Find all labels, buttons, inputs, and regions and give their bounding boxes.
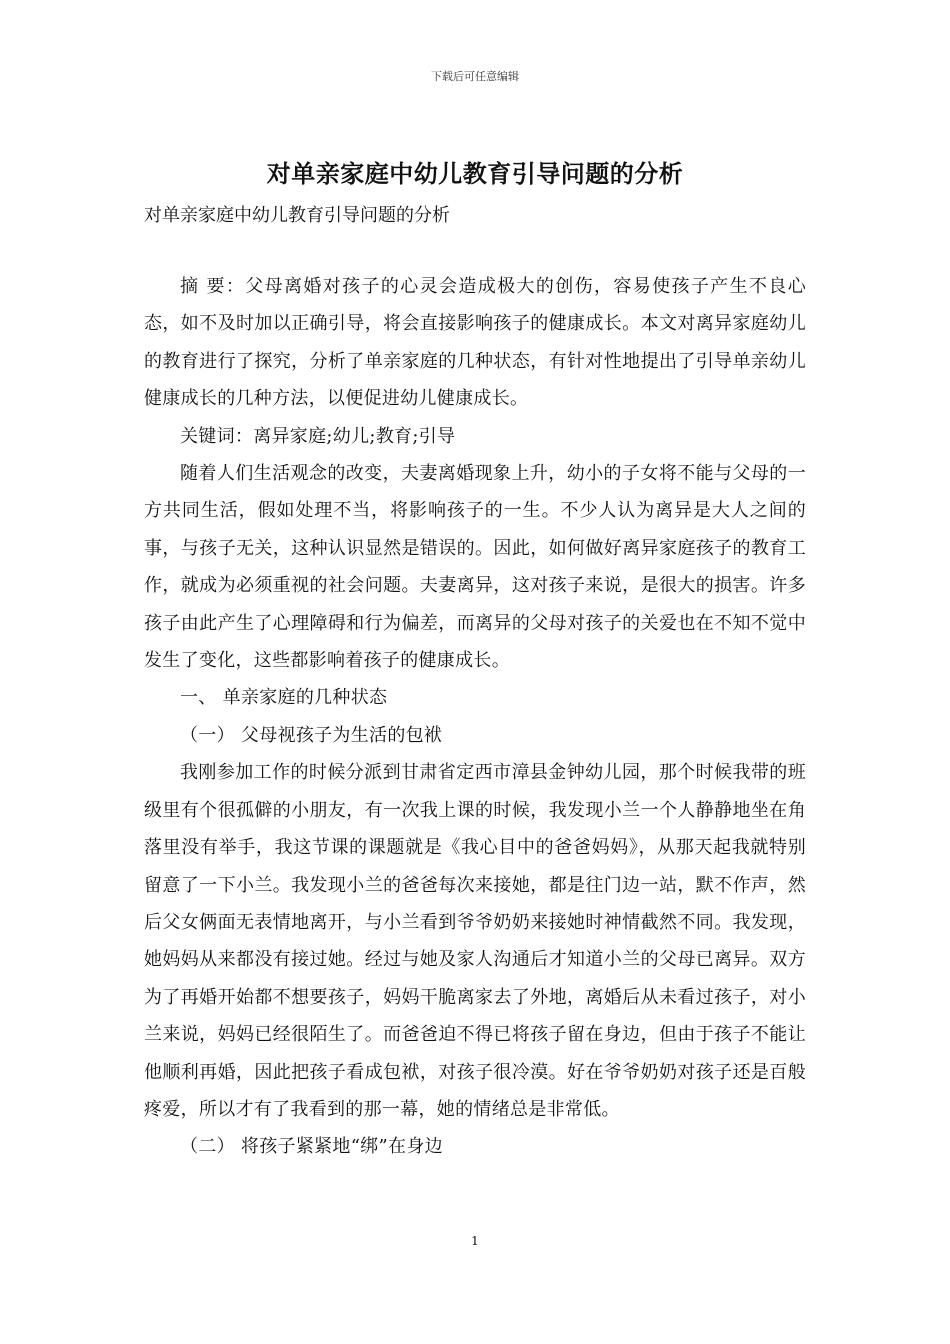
header-note: 下载后可任意编辑	[431, 70, 519, 83]
page-number: 1	[471, 1234, 479, 1248]
document-body	[144, 268, 806, 1166]
subsection-heading-2: （二） 将孩子紧紧地“绑”在身边	[180, 1136, 443, 1158]
document-subtitle: 对单亲家庭中幼儿教育引导问题的分析	[144, 205, 450, 226]
intro-paragraph: 随着人们生活观念的改变，夫妻离婚现象上升，幼小的子女将不能与父母的一方共同生活，假如处理不当，将影响孩子的一生。不少人认为离异是大人之间的事，与孩子无关，这种认识显然是错误的。因此，如何做好离异家庭孩子的教育工作，就成为必须重视的社会问题。夫妻离异，这对孩子来说，是很大的损害。许多孩子由此产生了心理障碍和行为偏差，而离异的父母对孩子的关爱也在不知不觉中发生了变化，这些都影响着孩子的健康成长。	[144, 463, 806, 672]
subsection-paragraph-1: 我刚参加工作的时候分派到甘肃省定西市漳县金钟幼儿园，那个时候我带的班级里有个很孤僻的小朋友，有一次我上课的时候，我发现小兰一个人静静地坐在角落里没有举手，我这节课的课题就是《我心目中的爸爸妈妈》，从那天起我就特别留意了一下小兰。我发现小兰的爸爸每次来接她，都是往门边一站，默不作声，然后父女俩面无表情地离开，与小兰看到爷爷奶奶来接她时神情截然不同。我发现，她妈妈从来都没有接过她。经过与她及家人沟通后才知道小兰的父母已离异。双方为了再婚开始都不想要孩子，妈妈干脆离家去了外地，离婚后从未看过孩子，对小兰来说，妈妈已经很陌生了。而爸爸迫不得已将孩子留在身边，但由于孩子不能让他顺利再婚，因此把孩子看成包袱，对孩子很冷漠。好在爷爷奶奶对孩子还是百般疼爱，所以才有了我看到的那一幕，她的情绪总是非常低。	[144, 762, 806, 1120]
subsection-heading-1: （一） 父母视孩子为生活的包袱	[180, 724, 443, 746]
document-title: 对单亲家庭中幼儿教育引导问题的分析	[266, 159, 684, 188]
section-heading: 一、 单亲家庭的几种状态	[180, 687, 388, 709]
keywords-paragraph: 关键词：离异家庭;幼儿;教育;引导	[180, 425, 456, 447]
abstract-paragraph: 摘 要：父母离婚对孩子的心灵会造成极大的创伤，容易使孩子产生不良心态，如不及时加以正确引导，将会直接影响孩子的健康成长。本文对离异家庭幼儿的教育进行了探究，分析了单亲家庭的几种状态，有针对性地提出了引导单亲幼儿健康成长的几种方法，以便促进幼儿健康成长。	[144, 276, 806, 410]
